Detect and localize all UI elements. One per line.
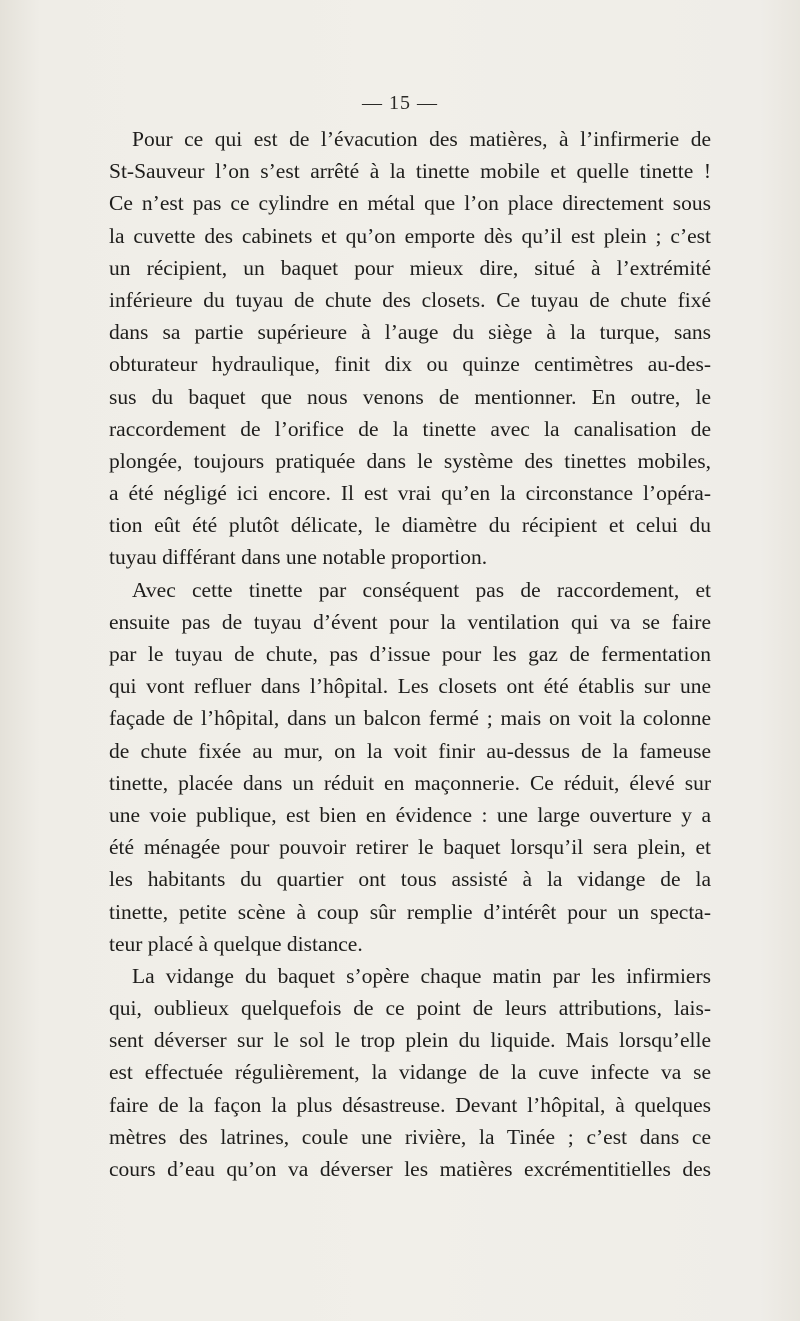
text-line: été ménagée pour pouvoir retirer le baquet lorsqu’il sera plein, et — [109, 835, 711, 860]
text-line: façade de l’hôpital, dans un balcon fermé ; mais on voit la colonne — [109, 706, 711, 731]
text-line: St-Sauveur l’on s’est arrêté à la tinette mobile et quelle tinette ! — [109, 159, 711, 184]
text-line: obturateur hydraulique, finit dix ou quinze centimètres au-des- — [109, 352, 711, 377]
text-line: mètres des latrines, coule une rivière, la Tinée ; c’est dans ce — [109, 1124, 711, 1149]
text-line: tinette, petite scène à coup sûr remplie d’intérêt pour un specta- — [109, 899, 711, 924]
text-line: les habitants du quartier ont tous assisté à la vidange de la — [109, 867, 711, 892]
body-text — [109, 123, 711, 1185]
page-number: — 15 — — [362, 92, 438, 114]
text-line: raccordement de l’orifice de la tinette avec la canalisation de — [109, 416, 711, 441]
text-line: par le tuyau de chute, pas d’issue pour les gaz de fermentation — [109, 642, 711, 666]
text-line: a été négligé ici encore. Il est vrai qu’en la circonstance l’opéra- — [109, 481, 711, 506]
text-line: La vidange du baquet s’opère chaque matin par les infirmiers — [132, 963, 711, 988]
text-line: sus du baquet que nous venons de mentionner. En outre, le — [109, 384, 711, 409]
text-line: sent déverser sur le sol le trop plein du liquide. Mais lorsqu’elle — [109, 1028, 711, 1053]
text-line: cours d’eau qu’on va déverser les matières excrémentitielles des — [109, 1157, 711, 1181]
text-line: qui, oublieux quelquefois de ce point de leurs attributions, lais- — [109, 996, 711, 1021]
text-line: tuyau différant dans une notable proportion. — [109, 545, 488, 570]
text-line: est effectuée régulièrement, la vidange de la cuve infecte va se — [109, 1060, 711, 1085]
text-line: Pour ce qui est de l’évacution des matières, à l’infirmerie de — [132, 127, 711, 151]
text-line: la cuvette des cabinets et qu’on emporte dès qu’il est plein ; c’est — [109, 223, 711, 248]
text-line: teur placé à quelque distance. — [109, 931, 363, 956]
text-line: ensuite pas de tuyau d’évent pour la ventilation qui va se faire — [109, 609, 711, 634]
text-line: Avec cette tinette par conséquent pas de raccordement, et — [132, 577, 711, 602]
text-line: qui vont refluer dans l’hôpital. Les closets ont été établis sur une — [109, 674, 711, 699]
text-line: de chute fixée au mur, on la voit finir au-dessus de la fameuse — [109, 738, 711, 763]
text-line: tinette, placée dans un réduit en maçonnerie. Ce réduit, élevé sur — [109, 770, 711, 795]
text-line: Ce n’est pas ce cylindre en métal que l’on place directement sous — [109, 191, 711, 216]
text-line: plongée, toujours pratiquée dans le système des tinettes mobiles, — [109, 448, 711, 473]
text-line: faire de la façon la plus désastreuse. Devant l’hôpital, à quelques — [109, 1092, 711, 1117]
text-line: un récipient, un baquet pour mieux dire, situé à l’extrémité — [109, 255, 711, 280]
text-line: une voie publique, est bien en évidence : une large ouverture y a — [109, 802, 711, 827]
text-line: inférieure du tuyau de chute des closets. Ce tuyau de chute fixé — [109, 287, 711, 312]
text-line: tion eût été plutôt délicate, le diamètre du récipient et celui du — [109, 513, 711, 538]
text-line: dans sa partie supérieure à l’auge du siège à la turque, sans — [109, 320, 711, 345]
